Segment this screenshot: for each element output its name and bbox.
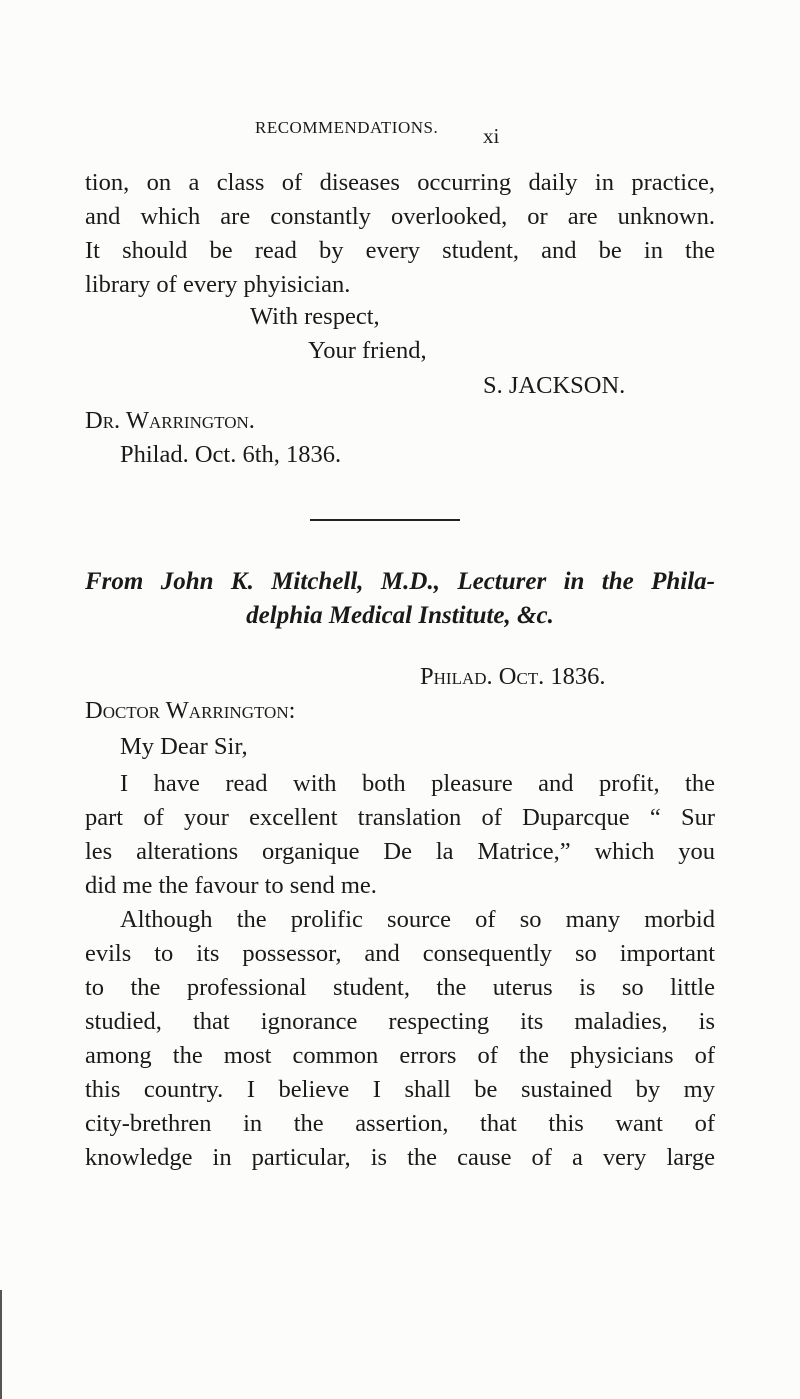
letter1-addressee: Dr. Warrington. xyxy=(85,407,255,434)
page-number: xi xyxy=(483,124,500,148)
text-line: les alterations organique De la Matrice,” which you xyxy=(85,838,715,865)
page-edge-shadow xyxy=(0,1290,2,1399)
letter2-salutation: My Dear Sir, xyxy=(120,733,248,760)
letter2-paragraph1 xyxy=(85,767,715,903)
text-line: library of every phyisician. xyxy=(85,271,351,298)
text-line: to the professional student, the uterus is so little xyxy=(85,974,715,1001)
running-header: RECOMMENDATIONS. xyxy=(255,118,439,137)
letter2-heading xyxy=(85,565,715,633)
letter1-body xyxy=(85,166,715,302)
letter1-signature: S. JACKSON. xyxy=(483,372,626,399)
letter2-addressee: Doctor Warrington: xyxy=(85,697,296,724)
text-line: evils to its possessor, and consequently so important xyxy=(85,940,715,967)
letter1-place-date: Philad. Oct. 6th, 1836. xyxy=(120,441,342,468)
text-line: Although the prolific source of so many morbid xyxy=(120,906,715,933)
text-line: city-brethren in the assertion, that this want of xyxy=(85,1110,715,1137)
text-line: knowledge in particular, is the cause of a very large xyxy=(85,1144,715,1171)
text-line: among the most common errors of the physicians of xyxy=(85,1042,715,1069)
letter1-closing: With respect, xyxy=(250,303,380,330)
heading-line: delphia Medical Institute, &c. xyxy=(246,602,554,629)
text-line: did me the favour to send me. xyxy=(85,872,377,899)
section-divider xyxy=(310,519,460,521)
letter2-place-date: Philad. Oct. 1836. xyxy=(420,663,606,690)
text-line: studied, that ignorance respecting its maladies, is xyxy=(85,1008,715,1035)
text-line: part of your excellent translation of Duparcque “ Sur xyxy=(85,804,715,831)
text-line: and which are constantly overlooked, or are unknown. xyxy=(85,203,715,230)
text-line: tion, on a class of diseases occurring daily in practice, xyxy=(85,169,715,196)
text-line: I have read with both pleasure and profit, the xyxy=(120,770,715,797)
letter2-paragraph2 xyxy=(85,903,715,1175)
letter1-closing-friend: Your friend, xyxy=(308,337,427,364)
heading-line: From John K. Mitchell, M.D., Lecturer in the Phila- xyxy=(85,568,715,595)
text-line: It should be read by every student, and be in the xyxy=(85,237,715,264)
text-line: this country. I believe I shall be sustained by my xyxy=(85,1076,715,1103)
